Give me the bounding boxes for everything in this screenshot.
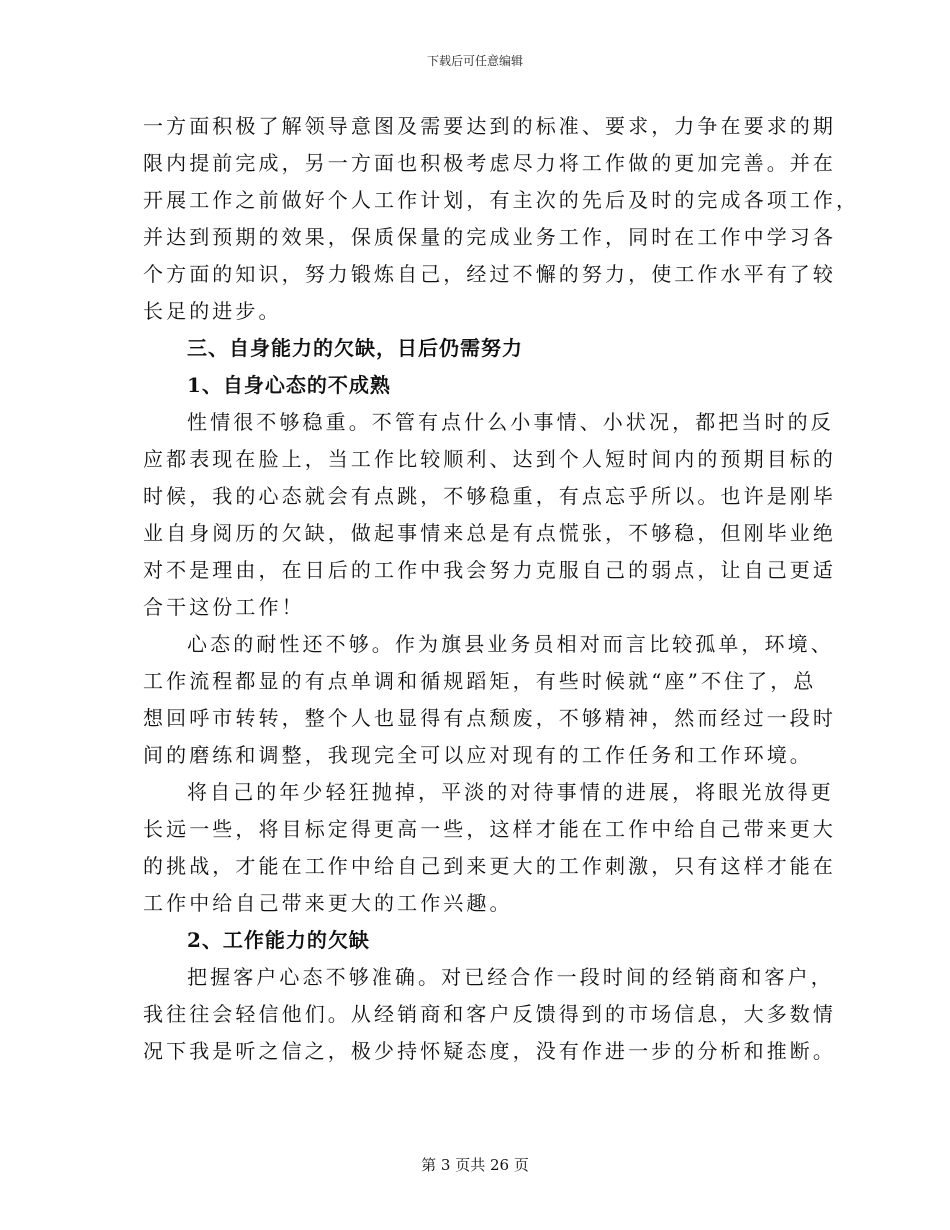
text-line: 我往往会轻信他们。从经销商和客户反馈得到的市场信息，大多数情	[143, 1002, 836, 1026]
text-line: 性情很不够稳重。不管有点什么小事情、小状况，都把当时的反	[187, 410, 834, 434]
text-line: 限内提前完成，另一方面也积极考虑尽力将工作做的更加完善。并在	[143, 151, 836, 175]
text-line: 长足的进步。	[143, 299, 282, 323]
text-line: 想回呼市转转，整个人也显得有点颓废，不够精神，然而经过一段时	[143, 706, 836, 730]
section-heading: 2、工作能力的欠缺	[187, 928, 370, 952]
text-line: 长远一些，将目标定得更高一些，这样才能在工作中给自己带来更大	[143, 817, 836, 841]
text-line: 个方面的知识，努力锻炼自己，经过不懈的努力，使工作水平有了较	[143, 262, 836, 286]
section-heading: 三、自身能力的欠缺，日后仍需努力	[187, 336, 523, 360]
text-line: 况下我是听之信之，极少持怀疑态度，没有作进一步的分析和推断。	[143, 1039, 836, 1063]
text-line: 时候，我的心态就会有点跳，不够稳重，有点忘乎所以。也许是刚毕	[143, 484, 836, 508]
text-line: 间的磨练和调整，我现完全可以应对现有的工作任务和工作环境。	[143, 743, 813, 767]
document-body	[143, 108, 860, 1070]
text-line: 并达到预期的效果，保质保量的完成业务工作，同时在工作中学习各	[143, 225, 836, 249]
text-line: 工作流程都显的有点单调和循规蹈矩，有些时候就“座”不住了，总	[143, 669, 817, 693]
text-line: 应都表现在脸上，当工作比较顺利、达到个人短时间内的预期目标的	[143, 447, 836, 471]
text-line: 心态的耐性还不够。作为旗县业务员相对而言比较孤单，环境、	[187, 632, 834, 656]
text-line: 业自身阅历的欠缺，做起事情来总是有点慌张，不够稳，但刚毕业绝	[143, 521, 836, 545]
text-line: 把握客户心态不够准确。对已经合作一段时间的经销商和客户，	[187, 965, 834, 989]
text-line: 对不是理由，在日后的工作中我会努力克服自己的弱点，让自己更适	[143, 558, 836, 582]
section-heading: 1、自身心态的不成熟	[187, 373, 391, 397]
text-line: 一方面积极了解领导意图及需要达到的标准、要求，力争在要求的期	[143, 114, 836, 138]
text-line: 合干这份工作！	[143, 595, 305, 619]
text-line: 将自己的年少轻狂抛掉，平淡的对待事情的进展，将眼光放得更	[187, 780, 834, 804]
page-header: 下载后可任意编辑	[426, 54, 523, 68]
text-line: 工作中给自己带来更大的工作兴趣。	[143, 891, 513, 915]
page-number: 第 3 页共 26 页	[421, 1156, 529, 1174]
text-line: 开展工作之前做好个人工作计划，有主次的先后及时的完成各项工作，	[143, 188, 860, 212]
text-line: 的挑战，才能在工作中给自己到来更大的工作刺激，只有这样才能在	[143, 854, 836, 878]
